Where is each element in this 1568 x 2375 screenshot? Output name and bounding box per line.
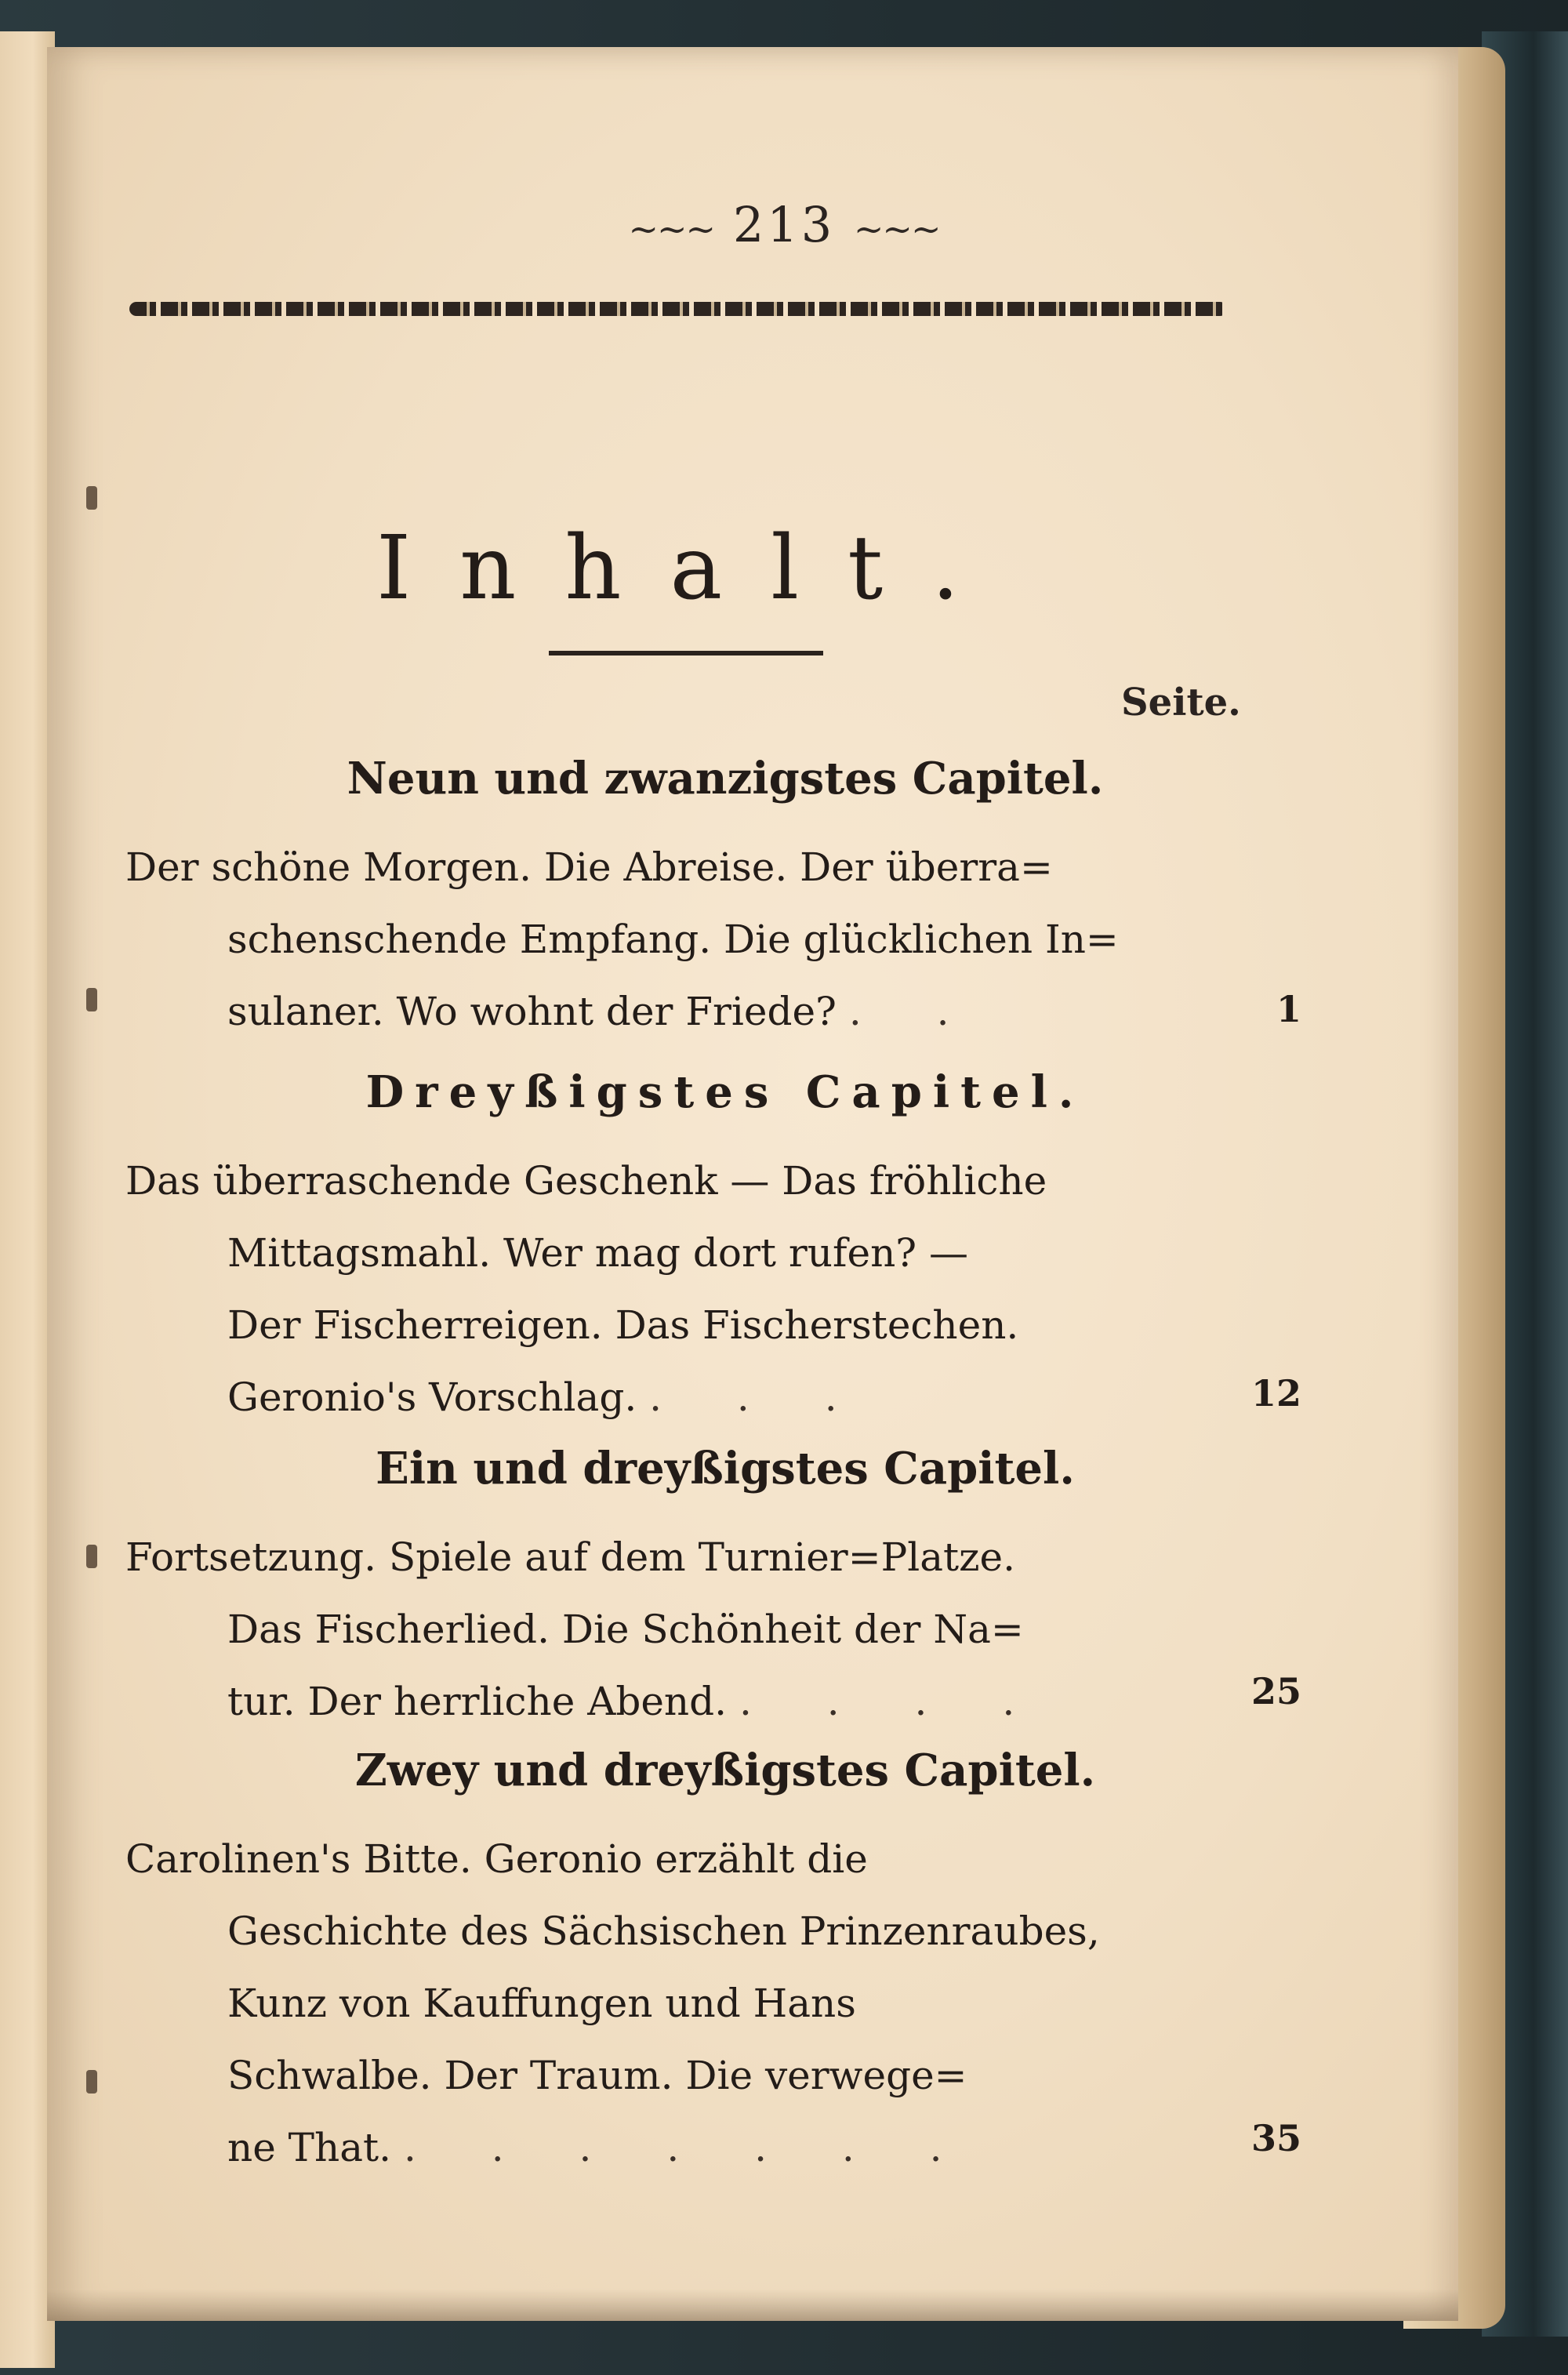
leader-dots: . . . [649,1375,869,1420]
summary-line: schenschende Empfang. Die glücklichen In= [227,917,1119,962]
header-ornament-right: ~~~ [853,208,940,250]
header-ornament-left: ~~~ [628,208,715,250]
chapter-summary [125,1823,1200,2184]
binding-stitch [86,988,97,1011]
summary-line [125,975,1200,1048]
page-reference: 12 [1250,1372,1301,1414]
summary-text: tur. Der herrliche Abend. [227,1679,728,1724]
summary-line: Das Fischerlied. Die Schönheit der Na= [227,1607,1024,1652]
summary-text: ne That. [227,2125,392,2170]
chapter-summary [125,1521,1200,1738]
binding-stitch [86,1545,97,1568]
summary-line: Der schöne Morgen. Die Abreise. Der überra= [125,844,1053,890]
summary-line [125,1361,1200,1433]
chapter-heading: Dreyßigstes Capitel. [365,1066,1085,1118]
page-title: Inhalt. [376,517,1008,619]
summary-line: Mittagsmahl. Wer mag dort rufen? — [227,1230,968,1276]
chapter-summary [125,1145,1200,1433]
page-bottom-shadow [47,2290,1458,2321]
summary-line [125,2112,1200,2184]
summary-line: Geschichte des Sächsischen Prinzenraubes, [227,1908,1100,1954]
summary-line: Kunz von Kauffungen und Hans [227,1981,856,2026]
summary-line: Das überraschende Geschenk — Das fröhliche [125,1158,1047,1204]
leader-dots: . . . . [739,1679,1047,1724]
summary-text: Geronio's Vorschlag. [227,1375,637,1420]
leader-dots: . . [848,989,981,1034]
binding-stitch [86,2070,97,2094]
leader-dots: . . . . . . . [403,2125,974,2170]
binding-stitch [86,486,97,510]
page-column-label: Seite. [1121,681,1241,724]
summary-line: Carolinen's Bitte. Geronio erzählt die [125,1836,868,1882]
summary-line [125,1665,1200,1738]
chapter-heading: Ein und dreyßigstes Capitel. [376,1443,1075,1494]
page-number: 213 [732,196,836,253]
running-header [0,196,1568,253]
page-reference: 35 [1250,2117,1301,2159]
summary-line: Fortsetzung. Spiele auf dem Turnier=Platze. [125,1534,1015,1580]
page-reference: 25 [1250,1670,1301,1712]
chapter-heading: Zwey und dreyßigstes Capitel. [354,1745,1096,1796]
header-rule [129,302,1227,316]
page-reference: 1 [1276,988,1301,1030]
summary-line: Der Fischerreigen. Das Fischerstechen. [227,1302,1019,1348]
chapter-heading: Neun und zwanzigstes Capitel. [347,753,1104,804]
title-underline [549,651,823,655]
summary-line: Schwalbe. Der Traum. Die verwege= [227,2053,967,2098]
summary-text: sulaner. Wo wohnt der Friede? [227,989,837,1034]
chapter-summary [125,831,1200,1048]
